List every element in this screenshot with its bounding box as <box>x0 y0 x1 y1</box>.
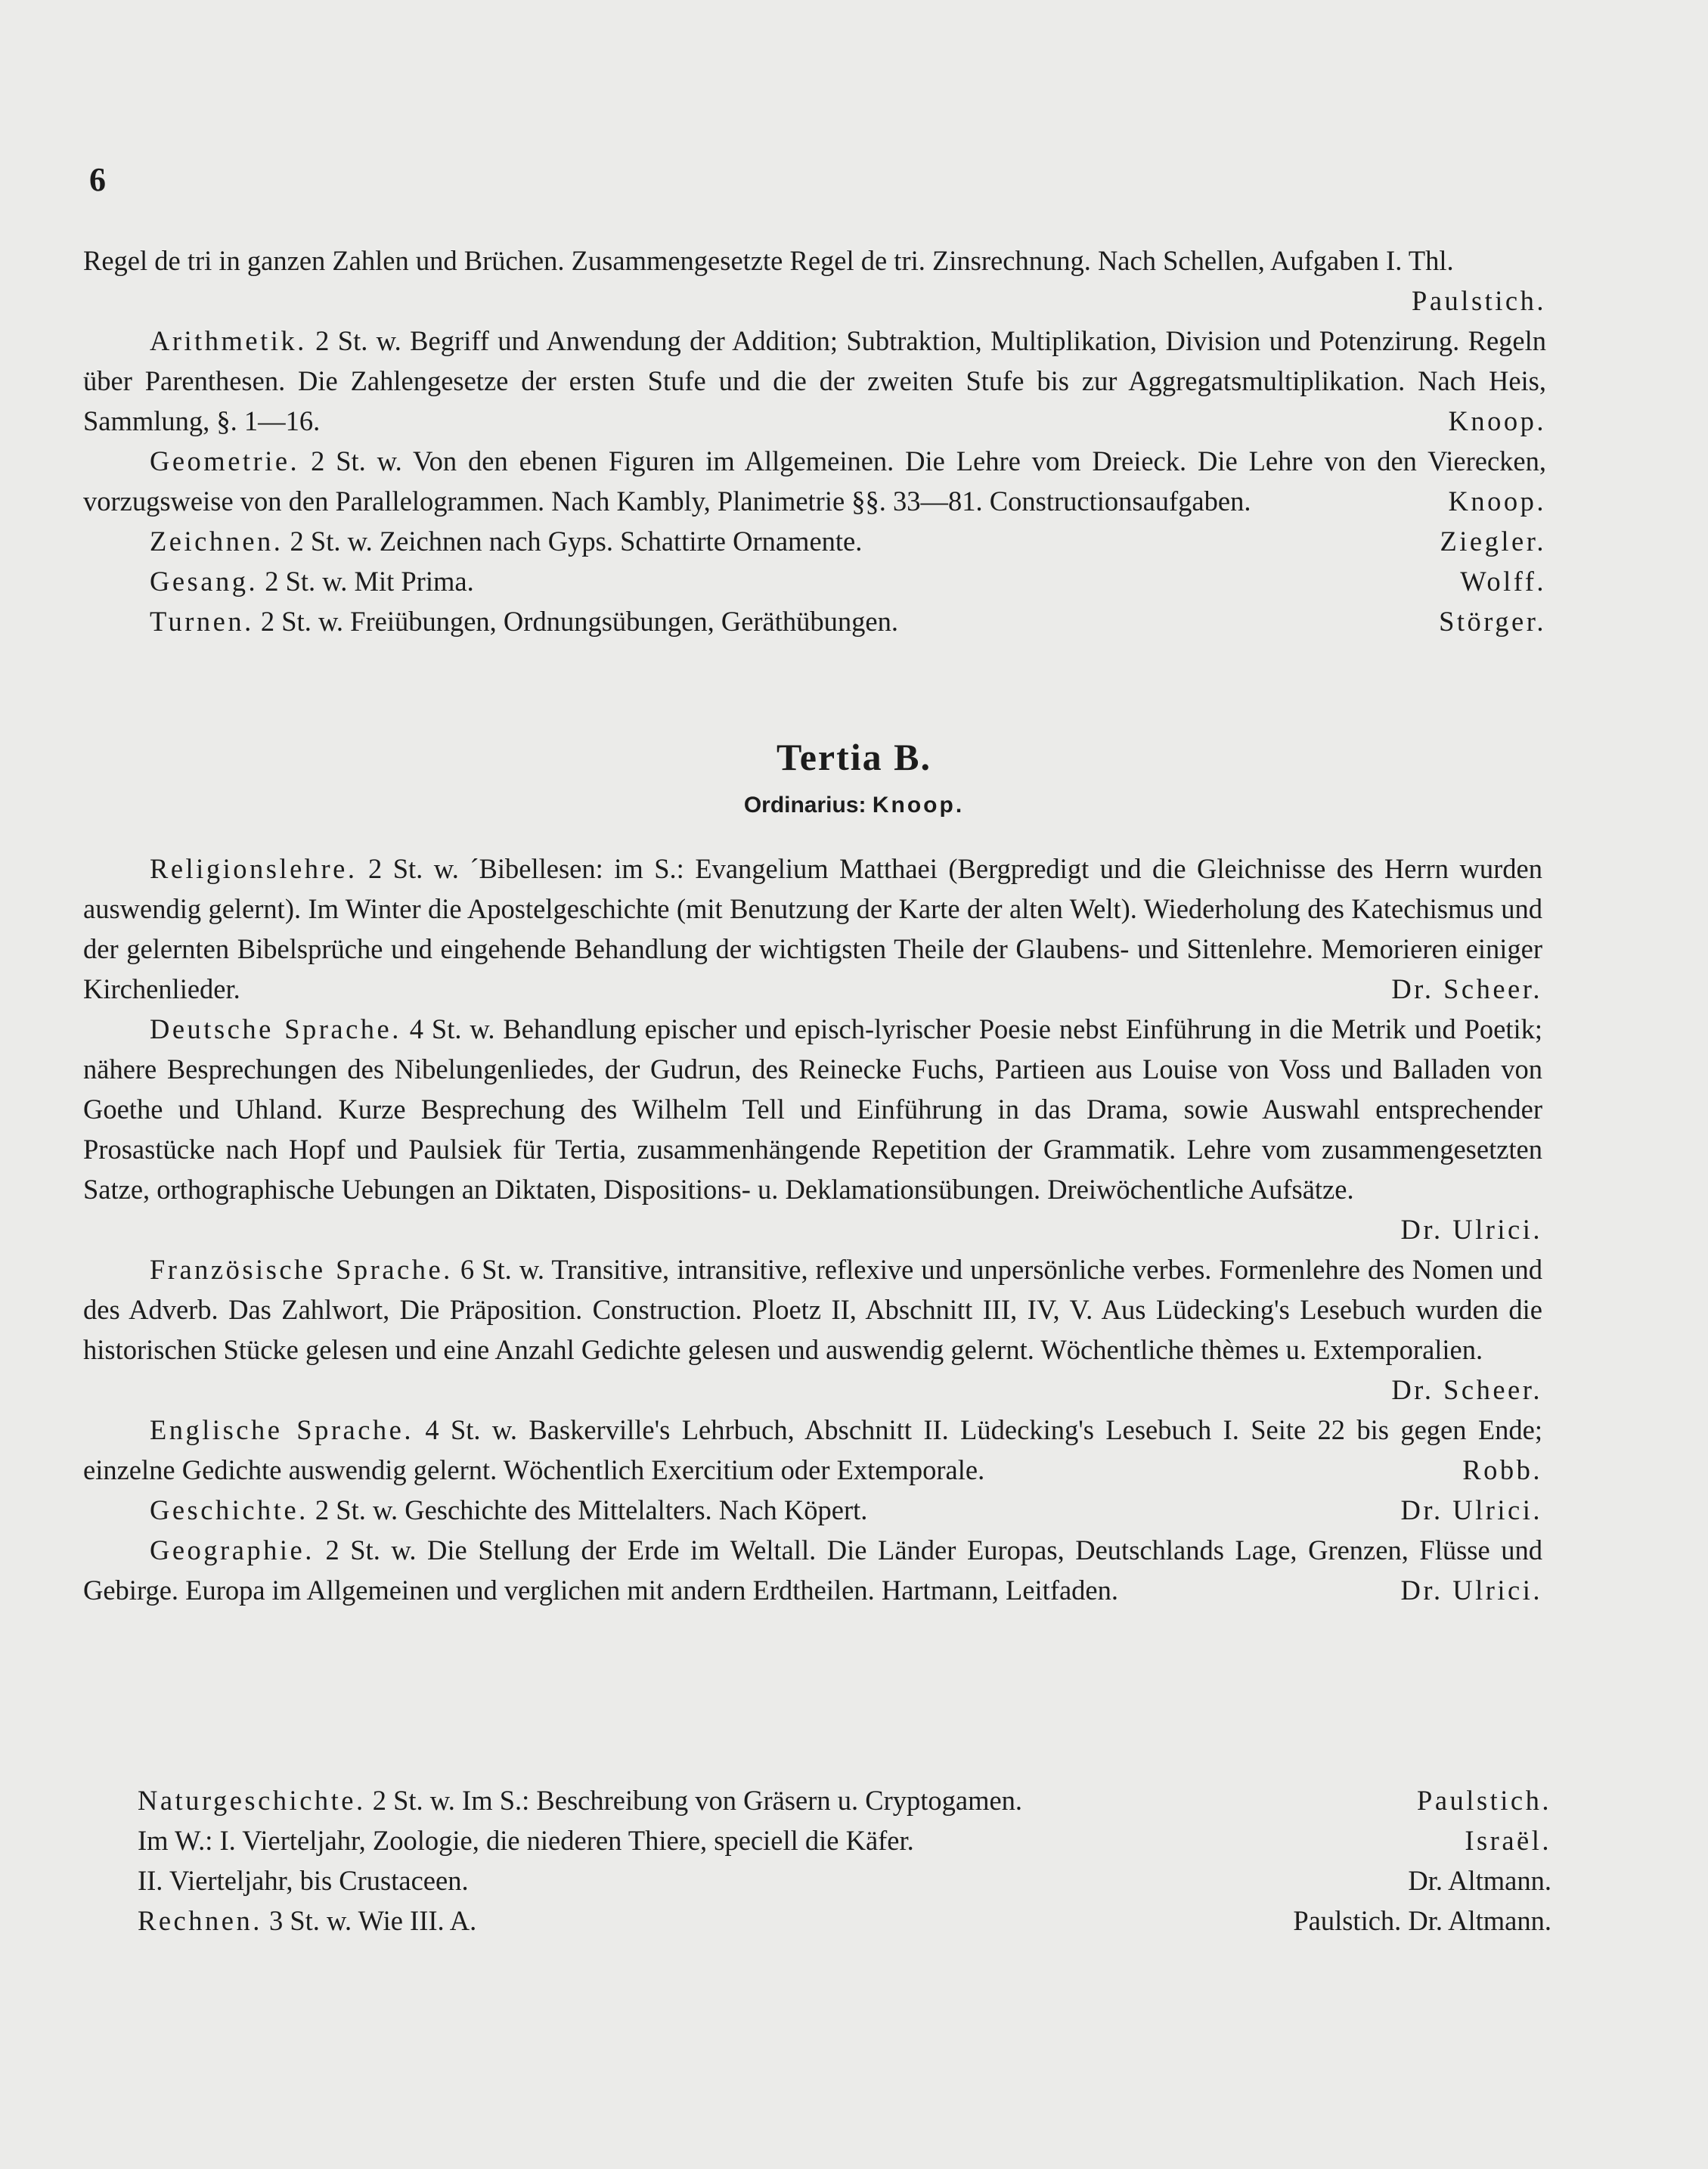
paragraph-naturgeschichte <box>138 1780 1551 1820</box>
paragraph-geographie <box>83 1530 1542 1610</box>
paragraph-text: 2 St. w. Freiübungen, Ordnungsübungen, Geräthübungen. <box>260 606 898 637</box>
paragraph-religionslehre <box>83 849 1542 1009</box>
teacher-name: Paulstich. <box>1412 285 1546 316</box>
paragraph-text: 2 St. w. Begriff und Anwendung der Addition; Subtraktion, Multiplikation, Division und Potenzirung. Regeln über Parenthesen. Die Zahlengesetze der ersten Stufe und die der zweiten Stufe bis zur Aggregatsmultiplikation. Nach Heis, Sammlung, §. 1—16. <box>83 325 1546 436</box>
teacher-name: Knoop. <box>1448 405 1546 436</box>
subject-name: Deutsche Sprache. <box>150 1013 401 1044</box>
paragraph-geschichte <box>83 1490 1542 1530</box>
tertia-section <box>83 849 1542 1610</box>
ordinarius-label: Ordinarius: <box>743 793 866 818</box>
paragraph-arithmetik <box>83 321 1546 441</box>
teacher-name: Knoop. <box>1448 486 1546 517</box>
paragraph-gesang <box>83 561 1546 601</box>
paragraph-text: 3 St. w. Wie III. A. <box>268 1905 477 1936</box>
subject-name: Geometrie. <box>150 445 300 476</box>
subject-name: Arithmetik. <box>150 325 307 356</box>
paragraph-text: 2 St. w. Im S.: Beschreibung von Gräsern u. Cryptogamen. <box>372 1785 1023 1816</box>
teacher-name: Wolff. <box>1460 566 1546 597</box>
paragraph-englische-sprache <box>83 1410 1542 1490</box>
paragraph-text: 4 St. w. Behandlung epischer und episch-lyrischer Poesie nebst Einführung in die Metrik und Poetik; nähere Besprechungen des Nibelungenliedes, der Gudrun, des Reinecke Fuchs, Partieen aus Louise von Voss und Balladen von Goethe und Uhland. Kurze Besprechung des Wilhelm Tell und Einführung in das Drama, sowie Auswahl entsprechender Prosastücke nach Hopf und Paulsiek für Tertia, zusammenhängende Repetition der Grammatik. Lehre vom zusammengesetzten Satze, orthographische Uebungen an Diktaten, Dispositions- u. Deklamationsübungen. Dreiwöchentliche Aufsätze. <box>83 1013 1542 1205</box>
teacher-name: Dr. Ulrici. <box>1400 1494 1542 1525</box>
subject-name: Religionslehre. <box>150 853 358 884</box>
subject-name: Geschichte. <box>150 1494 308 1525</box>
paragraph-naturgeschichte-winter-2 <box>138 1860 1551 1901</box>
paragraph-text: 2 St. w. Mit Prima. <box>265 566 474 597</box>
paragraph-text: 2 St. w. ´Bibellesen: im S.: Evangelium Matthaei (Bergpredigt und die Gleichnisse des Herrn wurden auswendig gelernt). Im Winter die Apostelgeschichte (mit Benutzung der Karte der alten Welt). Wiederholung des Katechismus und der gelernten Bibelsprüche und eingehende Behandlung der wichtigsten Theile der Glaubens- und Sittenlehre. Memorieren einiger Kirchenlieder. <box>83 853 1543 1004</box>
teacher-name: Dr. Scheer. <box>1391 973 1542 1004</box>
teacher-name: Robb. <box>1462 1454 1542 1485</box>
paragraph-turnen <box>83 601 1546 641</box>
ordinarius-name: Knoop. <box>872 793 965 818</box>
paragraph-text: 4 St. w. Baskerville's Lehrbuch, Abschnitt II. Lüdecking's Lesebuch I. Seite 22 bis gegen Ende; einzelne Gedichte auswendig gelernt. Wöchentlich Exercitium oder Extemporale. <box>83 1414 1542 1485</box>
section-title: Tertia B. <box>776 736 932 778</box>
subject-name: Turnen. <box>150 606 254 637</box>
tertia-section-end <box>138 1780 1551 1941</box>
paragraph-text: Im W.: I. Vierteljahr, Zoologie, die niederen Thiere, speciell die Käfer. <box>138 1825 914 1856</box>
paragraph-zeichnen <box>83 521 1546 561</box>
paragraph-naturgeschichte-winter-1 <box>138 1820 1551 1860</box>
teacher-name: Israël. <box>1465 1825 1551 1856</box>
teacher-name: Dr. Ulrici. <box>1400 1214 1542 1245</box>
paragraph-text: Regel de tri in ganzen Zahlen und Brüchen. Zusammengesetzte Regel de tri. Zinsrechnung. Nach Schellen, Aufgaben I. Thl. <box>83 245 1454 276</box>
paragraph-regel-de-tri <box>83 240 1546 321</box>
ordinarius-line <box>0 793 1708 818</box>
teacher-name: Dr. Altmann. <box>1408 1865 1551 1896</box>
paragraph-text: 2 St. w. Von den ebenen Figuren im Allgemeinen. Die Lehre vom Dreieck. Die Lehre von den Vierecken, vorzugsweise von den Parallelogrammen. Nach Kambly, Planimetrie §§. 33—81. Constructionsaufgaben. <box>83 445 1547 517</box>
subject-name: Naturgeschichte. <box>138 1785 366 1816</box>
subject-name: Rechnen. <box>138 1905 262 1936</box>
paragraph-text: 2 St. w. Geschichte des Mittelalters. Nach Köpert. <box>315 1494 868 1525</box>
paragraph-deutsche-sprache <box>83 1009 1542 1249</box>
page-number: 6 <box>89 161 106 198</box>
teacher-name: Paulstich. <box>1417 1785 1551 1816</box>
paragraph-text: 2 St. w. Zeichnen nach Gyps. Schattirte Ornamente. <box>290 526 863 557</box>
subject-name: Englische Sprache. <box>150 1414 414 1445</box>
subject-name: Französische Sprache. <box>150 1254 453 1285</box>
teacher-name: Dr. Scheer. <box>1391 1374 1542 1405</box>
teacher-name: Paulstich. Dr. Altmann. <box>1293 1905 1551 1936</box>
subject-name: Zeichnen. <box>150 526 284 557</box>
teacher-name: Dr. Ulrici. <box>1400 1575 1542 1606</box>
paragraph-text: 6 St. w. Transitive, intransitive, reflexive und unpersönliche verbes. Formenlehre des Nomen und des Adverb. Das Zahlwort, Die Präposition. Construction. Ploetz II, Abschnitt III, IV, V. Aus Lüdecking's Lesebuch wurden die historischen Stücke gelesen und eine Anzahl Gedichte gelesen und auswendig gelernt. Wöchentliche thèmes u. Extemporalien. <box>83 1254 1543 1365</box>
paragraph-rechnen <box>138 1901 1551 1941</box>
paragraph-franzoesische-sprache <box>83 1249 1542 1410</box>
top-section <box>83 240 1546 641</box>
paragraph-text: 2 St. w. Die Stellung der Erde im Weltall. Die Länder Europas, Deutschlands Lage, Grenzen, Flüsse und Gebirge. Europa im Allgemeinen und verglichen mit andern Erdtheilen. Hartmann, Leitfaden. <box>83 1534 1543 1606</box>
paragraph-geometrie <box>83 441 1546 521</box>
subject-name: Geographie. <box>150 1534 315 1565</box>
teacher-name: Störger. <box>1439 606 1546 637</box>
subject-name: Gesang. <box>150 566 259 597</box>
paragraph-text: II. Vierteljahr, bis Crustaceen. <box>138 1865 469 1896</box>
teacher-name: Ziegler. <box>1440 526 1546 557</box>
